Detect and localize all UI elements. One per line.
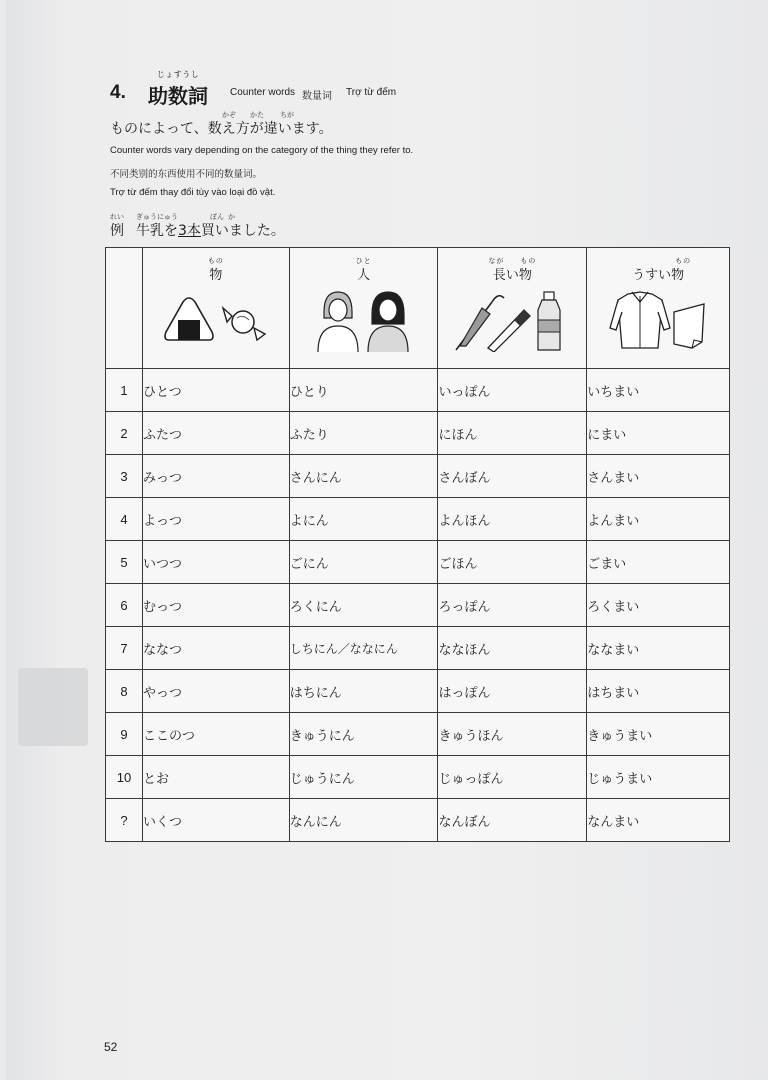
header-things (142, 248, 289, 369)
umbrella-pen-bottle-icon (452, 288, 572, 352)
chapter-tab (18, 668, 88, 746)
table-row (106, 584, 730, 627)
example-label-reading: れい (110, 213, 124, 221)
table-row (106, 369, 730, 412)
header-things-label: 物 (209, 268, 223, 283)
translation-chinese: 不同类别的东西使用不同的数量词。 (110, 169, 263, 180)
cell-long-things: きゅうほん (438, 713, 587, 756)
cell-people: ろくにん (289, 584, 438, 627)
example-label: 例 (110, 223, 124, 239)
header-thin-things-label: うすい物 (632, 268, 685, 283)
cell-things: とお (142, 756, 289, 799)
table-row (106, 799, 730, 842)
reading-kata: かた (250, 111, 264, 119)
row-number: 10 (106, 756, 143, 799)
header-long-things (438, 248, 587, 369)
cell-people: きゅうにん (289, 713, 438, 756)
cell-people: はちにん (289, 670, 438, 713)
cell-thin-things: いちまい (587, 369, 730, 412)
woman-icon (318, 292, 358, 352)
header-long-things-reading: なが もの (488, 257, 537, 265)
cell-things: やっつ (142, 670, 289, 713)
header-thin-things (587, 248, 730, 369)
cell-thin-things: じゅうまい (587, 756, 730, 799)
translation-english: Counter words vary depending on the category of the thing they refer to. (110, 145, 414, 156)
row-number: 1 (106, 369, 143, 412)
example-counter-reading: ぼん (210, 213, 224, 221)
cell-long-things: よんほん (438, 498, 587, 541)
header-thin-things-reading: もの (675, 257, 692, 265)
example-number: 3 (178, 223, 187, 239)
cell-long-things: にほん (438, 412, 587, 455)
cell-people: よにん (289, 498, 438, 541)
cell-things: みっつ (142, 455, 289, 498)
cell-thin-things: さんまい (587, 455, 730, 498)
row-number: 9 (106, 713, 143, 756)
example-noun: 牛乳を (136, 223, 178, 239)
intro-text: ものによって、数え方が違います。 (110, 121, 333, 137)
pen-icon (488, 310, 530, 352)
cell-people: さんにん (289, 455, 438, 498)
cell-thin-things: きゅうまい (587, 713, 730, 756)
example-counter: 本 (186, 223, 201, 239)
cell-thin-things: ごまい (587, 541, 730, 584)
table-row (106, 627, 730, 670)
row-number: 7 (106, 627, 143, 670)
section-number: 4. (110, 82, 126, 103)
table-row (106, 541, 730, 584)
row-number: 4 (106, 498, 143, 541)
table-row (106, 455, 730, 498)
cell-thin-things: なんまい (587, 799, 730, 842)
table-header-row (106, 248, 730, 369)
reading-chiga: ちが (280, 111, 294, 119)
section-title: 助数詞 (148, 84, 208, 108)
cell-thin-things: ろくまい (587, 584, 730, 627)
subtitle-chinese: 数量词 (302, 91, 332, 102)
row-number: 8 (106, 670, 143, 713)
header-people (289, 248, 438, 369)
cell-thin-things: ななまい (587, 627, 730, 670)
bottle-icon (538, 292, 560, 350)
shirt-and-paper-icon (608, 288, 708, 352)
cell-long-things: じゅっぽん (438, 756, 587, 799)
row-number: 6 (106, 584, 143, 627)
cell-people: ごにん (289, 541, 438, 584)
cell-people: なんにん (289, 799, 438, 842)
cell-long-things: なんぼん (438, 799, 587, 842)
cell-people: ふたり (289, 412, 438, 455)
cell-things: よっつ (142, 498, 289, 541)
cell-things: いくつ (142, 799, 289, 842)
row-number: ? (106, 799, 143, 842)
cell-long-things: いっぽん (438, 369, 587, 412)
candy-icon (223, 308, 265, 340)
row-number: 2 (106, 412, 143, 455)
section-title-block (148, 69, 208, 109)
subtitle-vietnamese: Trợ từ đếm (346, 87, 397, 98)
cell-people: じゅうにん (289, 756, 438, 799)
example-sentence (110, 213, 285, 240)
cell-things: ふたつ (142, 412, 289, 455)
page-number: 52 (104, 1040, 118, 1054)
header-long-things-label: 長い物 (492, 268, 532, 283)
table-row (106, 412, 730, 455)
cell-people: ひとり (289, 369, 438, 412)
two-women-icon (314, 288, 414, 352)
cell-thin-things: はちまい (587, 670, 730, 713)
section-title-reading: じょすうし (156, 70, 200, 79)
example-ending: いました。 (214, 223, 285, 239)
header-corner-cell (106, 248, 143, 369)
woman-icon (368, 292, 408, 352)
cell-long-things: ななほん (438, 627, 587, 670)
cell-things: ななつ (142, 627, 289, 670)
example-verb-reading: か (228, 213, 235, 221)
header-people-reading: ひと (355, 257, 372, 265)
example-verb: 買 (200, 223, 215, 239)
onigiri-icon (165, 298, 213, 340)
table-row (106, 713, 730, 756)
header-things-reading: もの (207, 257, 224, 265)
cell-long-things: はっぽん (438, 670, 587, 713)
cell-thin-things: よんまい (587, 498, 730, 541)
cell-things: むっつ (142, 584, 289, 627)
header-people-label: 人 (357, 268, 371, 283)
example-noun-reading: ぎゅうにゅう (136, 213, 178, 221)
cell-things: いつつ (142, 541, 289, 584)
intro-sentence (110, 111, 333, 138)
cell-thin-things: にまい (587, 412, 730, 455)
paper-icon (674, 304, 704, 348)
row-number: 5 (106, 541, 143, 584)
counter-table (105, 247, 730, 842)
cell-things: ひとつ (142, 369, 289, 412)
cell-people: しちにん／ななにん (289, 627, 438, 670)
translation-vietnamese: Trợ từ đếm thay đổi tùy vào loại đồ vật. (110, 187, 276, 198)
reading-kazo: かぞ (222, 111, 236, 119)
table-row (106, 670, 730, 713)
row-number: 3 (106, 455, 143, 498)
cell-long-things: ろっぽん (438, 584, 587, 627)
cell-things: ここのつ (142, 713, 289, 756)
onigiri-and-candy-icon (161, 288, 271, 348)
cell-long-things: さんぼん (438, 455, 587, 498)
subtitle-english: Counter words (230, 87, 296, 98)
table-row (106, 756, 730, 799)
document-page (6, 0, 768, 1080)
cell-long-things: ごほん (438, 541, 587, 584)
shirt-icon (610, 292, 670, 348)
table-row (106, 498, 730, 541)
